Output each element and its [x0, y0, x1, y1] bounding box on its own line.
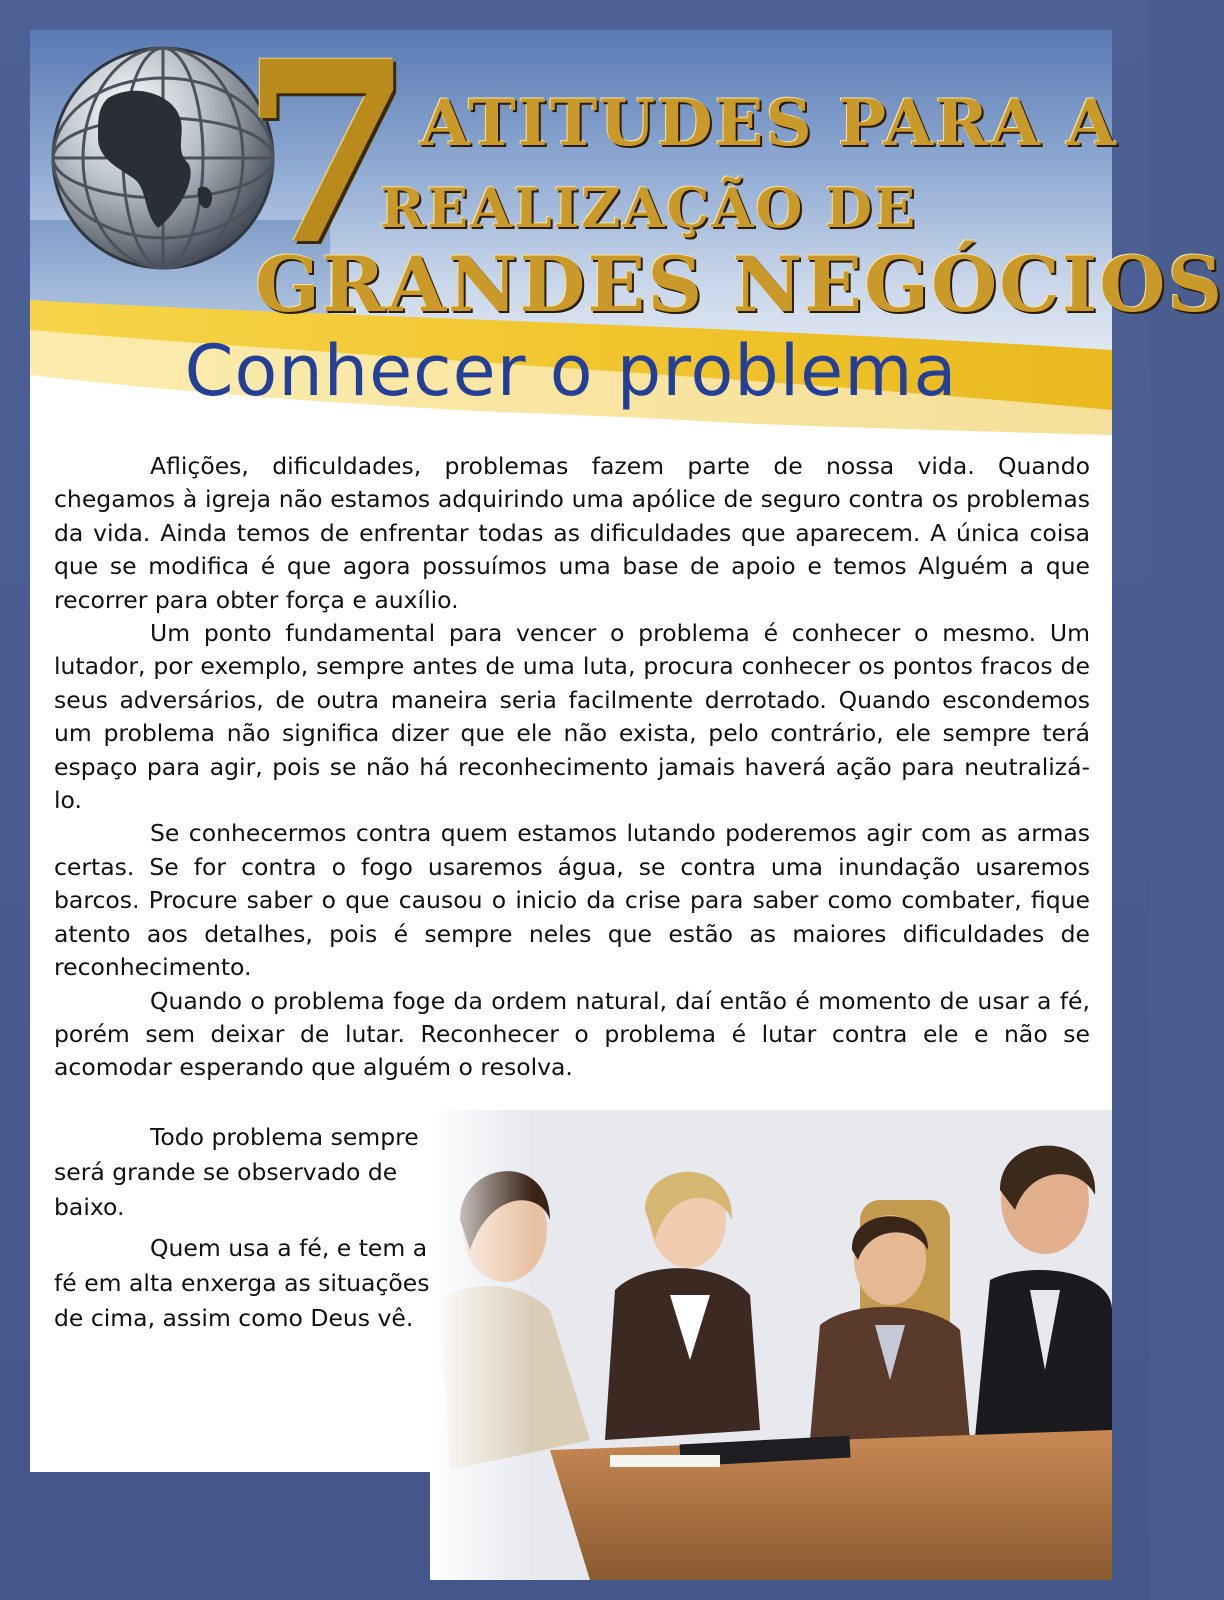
- paragraph: Quem usa a fé, e tem a fé em alta enxerga as situações de cima, assim como Deus vê.: [54, 1234, 430, 1332]
- paragraph: Um ponto fundamental para vencer o problema é conhecer o mesmo. Um lutador, por exemplo, sempre antes de uma luta, procura conhecer os pontos fracos de seus adversários, de outra maneira seria facilmente derrotado. Quando escondemos um problema não significa dizer que ele não exista, pelo contrário, ele sempre terá espaço para agir, pois se não há reconhecimento jamais haverá ação para neutralizá-lo.: [54, 619, 1090, 815]
- article-body: [54, 450, 1090, 1085]
- paragraph: Se conhecermos contra quem estamos lutando poderemos agir com as armas certas. Se for contra o fogo usaremos água, se contra uma inundação usaremos barcos. Procure saber o que causou o inicio da crise para saber como combater, fique atento aos detalhes, pois é sempre neles que estão as maiores dificuldades de reconhecimento.: [54, 819, 1090, 982]
- title-line-3: GRANDES NEGÓCIOS: [255, 240, 1224, 329]
- page-subtitle: Conhecer o problema: [184, 330, 958, 412]
- title-block: [220, 6, 1224, 338]
- title-line-2: REALIZAÇÃO DE: [380, 176, 918, 240]
- business-meeting-photo: [430, 1110, 1112, 1580]
- paragraph: Todo problema sempre será grande se observado de baixo.: [54, 1123, 419, 1221]
- title-number: 7: [240, 6, 414, 300]
- paragraph: Aflições, dificuldades, problemas fazem parte de nossa vida. Quando chegamos à igreja não estamos adquirindo uma apólice de seguro contra os problemas da vida. Ainda temos de enfrentar todas as dificuldades que aparecem. A única coisa que se modifica é que agora possuímos uma base de apoio e temos Alguém a que recorrer para obter força e auxílio.: [54, 452, 1090, 614]
- paragraph: Quando o problema foge da ordem natural, daí então é momento de usar a fé, porém sem deixar de lutar. Reconhecer o problema é lutar contra ele e não se acomodar esperando que alguém o resolva.: [54, 986, 1090, 1082]
- title-line-1: ATITUDES PARA A: [420, 86, 1118, 161]
- short-paragraphs: [54, 1120, 454, 1342]
